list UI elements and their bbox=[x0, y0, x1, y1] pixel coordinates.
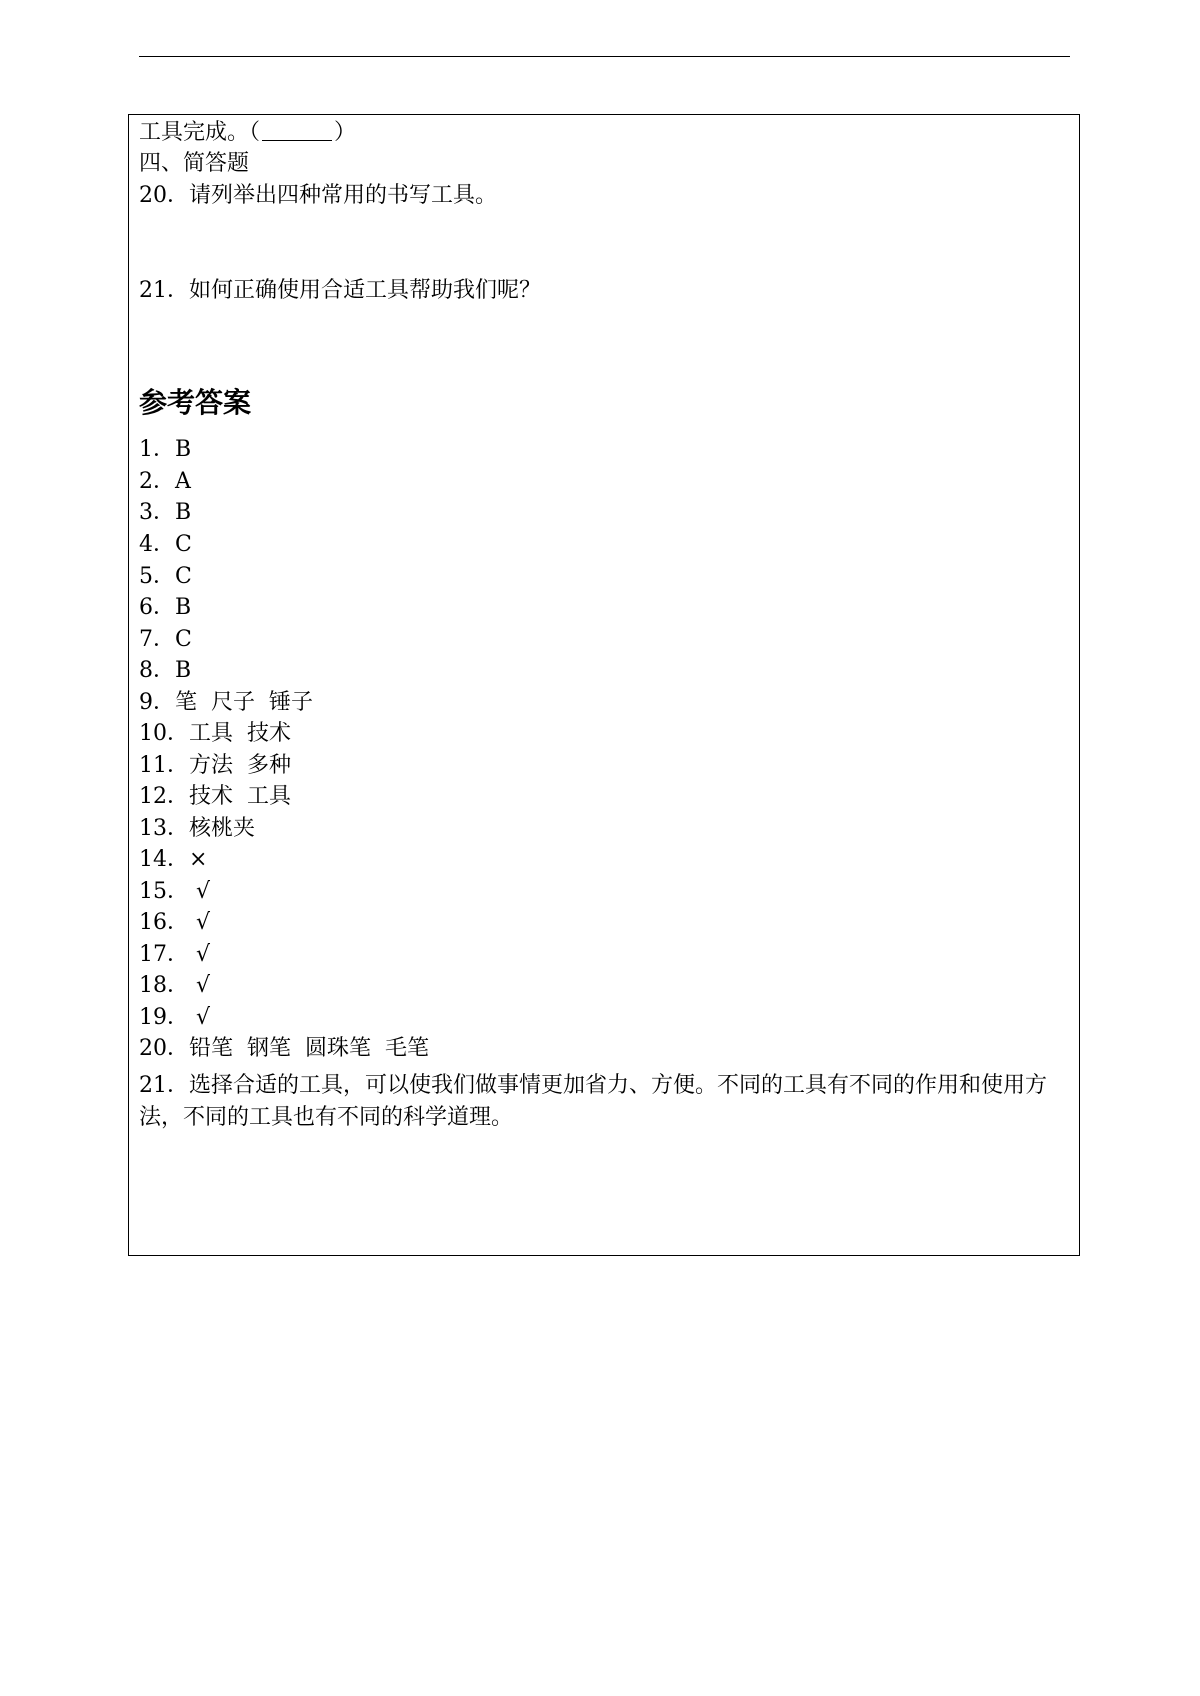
answer-number: 21． bbox=[139, 1073, 189, 1098]
answer-number: 10． bbox=[139, 721, 189, 746]
answer-text: B bbox=[175, 437, 192, 462]
question-21-number: 21． bbox=[139, 278, 189, 303]
answer-number: 18． bbox=[139, 973, 189, 998]
check-mark-icon: √ bbox=[189, 910, 211, 935]
answer-text: 技术 工具 bbox=[189, 784, 291, 809]
answer-11 bbox=[139, 752, 291, 780]
answer-text: 选择合适的工具，可以使我们做事情更加省力、方便。不同的工具有不同的作用和使用方法，不同的工具也有不同的科学道理。 bbox=[139, 1073, 1048, 1130]
answer-8 bbox=[139, 657, 191, 685]
check-mark-icon: √ bbox=[189, 879, 211, 904]
answer-number: 15． bbox=[139, 879, 189, 904]
answer-18 bbox=[139, 972, 210, 1000]
check-mark-icon: √ bbox=[189, 973, 211, 998]
question-20-number: 20． bbox=[139, 183, 189, 208]
answer-number: 13． bbox=[139, 816, 189, 841]
question-19-fragment-text: 工具完成。（ bbox=[139, 120, 261, 145]
answer-13 bbox=[139, 815, 255, 843]
answer-number: 17． bbox=[139, 942, 189, 967]
answer-text: 铅笔 钢笔 圆珠笔 毛笔 bbox=[189, 1036, 429, 1061]
answer-blank bbox=[262, 120, 332, 141]
question-20-text: 请列举出四种常用的书写工具。 bbox=[189, 183, 498, 208]
answer-number: 16． bbox=[139, 910, 189, 935]
answer-21 bbox=[139, 1070, 1074, 1134]
check-mark-icon: √ bbox=[189, 942, 211, 967]
answer-text: C bbox=[175, 564, 192, 589]
answer-text: 笔 尺子 锤子 bbox=[175, 690, 313, 715]
question-19-fragment bbox=[139, 119, 356, 147]
answer-number: 12． bbox=[139, 784, 189, 809]
answer-20 bbox=[139, 1035, 429, 1063]
header-rule bbox=[139, 56, 1070, 57]
answer-10 bbox=[139, 720, 291, 748]
answer-3 bbox=[139, 499, 191, 527]
answers-title: 参考答案 bbox=[139, 386, 252, 419]
question-19-fragment-close: ） bbox=[334, 120, 357, 145]
answer-text: 核桃夹 bbox=[189, 816, 256, 841]
answer-text: B bbox=[175, 595, 192, 620]
answer-number: 3． bbox=[139, 500, 175, 525]
answer-9 bbox=[139, 689, 313, 717]
answer-number: 1． bbox=[139, 437, 175, 462]
answer-17 bbox=[139, 941, 210, 969]
answer-number: 6． bbox=[139, 595, 175, 620]
answer-5 bbox=[139, 563, 192, 591]
answer-15 bbox=[139, 878, 210, 906]
answer-number: 19． bbox=[139, 1005, 189, 1030]
answer-text: A bbox=[175, 469, 191, 494]
answer-7 bbox=[139, 626, 192, 654]
answer-number: 5． bbox=[139, 564, 175, 589]
answer-6 bbox=[139, 594, 191, 622]
section-four-heading: 四、简答题 bbox=[139, 151, 250, 176]
answer-1 bbox=[139, 436, 191, 464]
answer-text: 方法 多种 bbox=[189, 753, 291, 778]
answer-number: 2． bbox=[139, 469, 175, 494]
answer-number: 9． bbox=[139, 690, 175, 715]
question-21 bbox=[139, 277, 541, 305]
answer-number: 14． bbox=[139, 847, 189, 872]
answer-2 bbox=[139, 468, 191, 496]
answer-16 bbox=[139, 909, 210, 937]
answer-text: C bbox=[175, 627, 192, 652]
answer-text: C bbox=[175, 532, 192, 557]
cross-mark-icon: × bbox=[189, 847, 208, 872]
answer-14 bbox=[139, 846, 207, 874]
answer-text: B bbox=[175, 500, 192, 525]
check-mark-icon: √ bbox=[189, 1005, 211, 1030]
question-21-text: 如何正确使用合适工具帮助我们呢？ bbox=[189, 278, 542, 303]
answer-12 bbox=[139, 783, 291, 811]
answer-text: B bbox=[175, 658, 192, 683]
answer-number: 7． bbox=[139, 627, 175, 652]
answer-4 bbox=[139, 531, 192, 559]
answer-number: 8． bbox=[139, 658, 175, 683]
answer-number: 11． bbox=[139, 753, 189, 778]
question-20 bbox=[139, 182, 497, 210]
answer-number: 4． bbox=[139, 532, 175, 557]
answer-number: 20． bbox=[139, 1036, 189, 1061]
answer-19 bbox=[139, 1004, 210, 1032]
answer-text: 工具 技术 bbox=[189, 721, 291, 746]
